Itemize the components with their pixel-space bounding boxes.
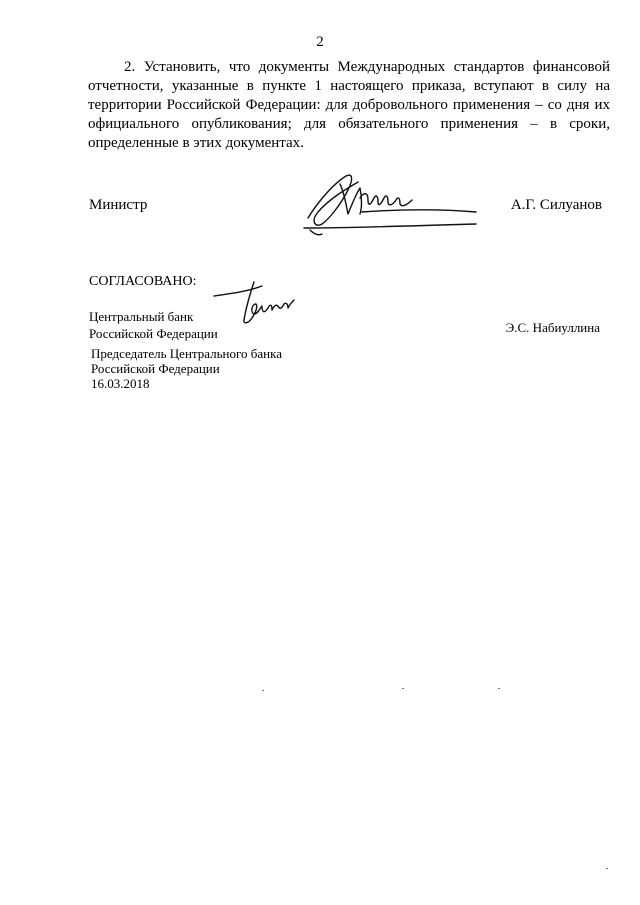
- approval-position-line1: Председатель Центрального банка: [91, 346, 282, 361]
- scan-speck: [498, 688, 500, 689]
- signatory-name: А.Г. Силуанов: [510, 197, 602, 213]
- order-paragraph: 2. Установить, что документы Международных стандартов финансовой отчетности, указанные в пункте 1 настоящего приказа, вступают в силу на территории Российской Федерации: для добровольного применения – со дня их официального опубликования; для обязательного применения – в сроки, определенные в этих документах.: [88, 59, 610, 151]
- approval-stamp: [91, 346, 282, 391]
- approval-position-line2: Российской Федерации: [91, 361, 220, 376]
- bank-name: [89, 308, 218, 342]
- bank-signatory-name: Э.С. Набиуллина: [505, 320, 600, 335]
- page-number: 2: [316, 34, 324, 50]
- signatory-role: Министр: [89, 197, 148, 213]
- bank-signature: [210, 280, 300, 330]
- approval-date: 16.03.2018: [91, 376, 150, 391]
- bank-name-line1: Центральный банк: [89, 309, 194, 324]
- scan-speck: [606, 868, 608, 869]
- bank-name-line2: Российской Федерации: [89, 326, 218, 341]
- scan-speck: [262, 690, 264, 691]
- scan-speck: [402, 688, 404, 689]
- minister-signature: [300, 168, 480, 240]
- agreed-heading: СОГЛАСОВАНО:: [89, 274, 197, 289]
